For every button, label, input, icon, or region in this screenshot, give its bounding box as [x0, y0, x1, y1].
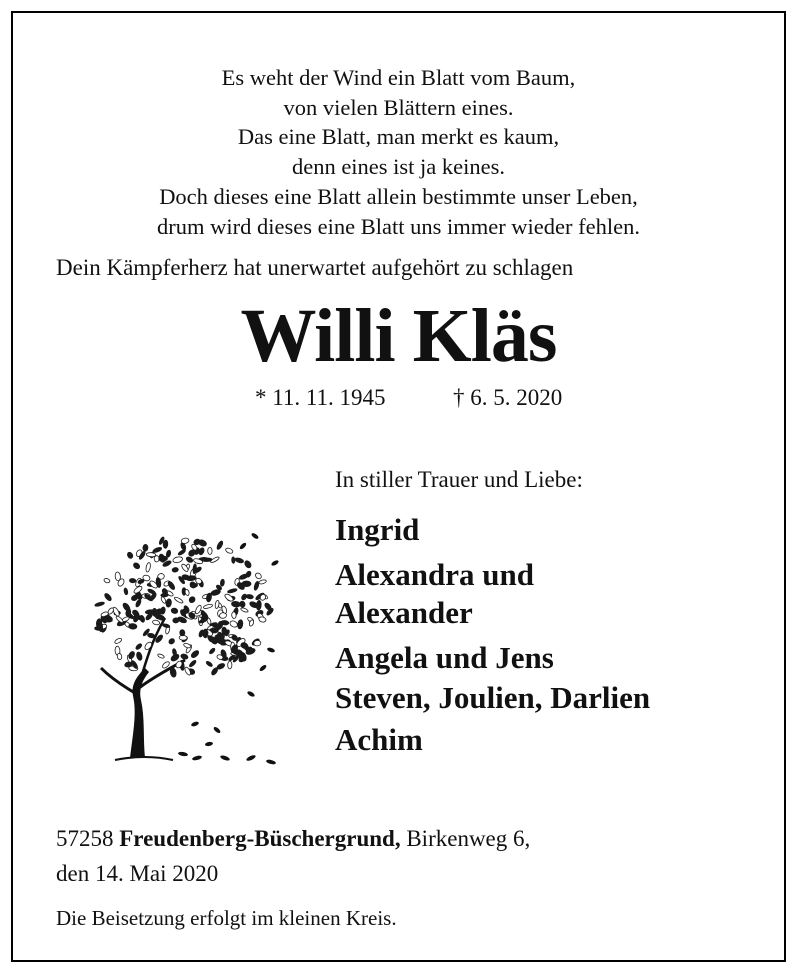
tree-leaf	[218, 621, 223, 628]
mourner: Achim	[335, 722, 423, 757]
mourner: Ingrid	[335, 512, 420, 547]
tree-leaf	[103, 578, 110, 584]
tree-leaf	[209, 647, 216, 654]
tree-leaf	[208, 547, 213, 554]
tree-leaf	[117, 653, 123, 660]
mourning-label: In stiller Trauer und Liebe:	[335, 467, 583, 492]
intro-text: Dein Kämpferherz hat unerwartet aufgehört zu schlagen	[56, 255, 574, 280]
birth-date: * 11. 11. 1945	[255, 385, 386, 410]
tree-leaf	[136, 651, 143, 660]
tree-leaf	[205, 660, 213, 667]
tree-leaf	[225, 547, 234, 554]
death-date: † 6. 5. 2020	[453, 385, 563, 410]
poem-line: denn eines ist ja keines.	[291, 154, 506, 180]
tree-leaf	[152, 619, 160, 625]
tree-leaf	[107, 607, 115, 615]
deceased-name: Willi Kläs	[240, 294, 557, 378]
tree-leaf	[171, 607, 179, 614]
tree-leaf	[157, 653, 165, 659]
tree-leaf	[128, 623, 137, 629]
tree-leaf	[124, 588, 129, 595]
tree-leaf	[227, 588, 237, 594]
tree-leaf	[243, 560, 252, 569]
tree-leaf	[239, 601, 246, 608]
tree-leaf	[231, 601, 240, 607]
tree-leaf	[183, 642, 191, 648]
tree-leaf	[180, 629, 186, 636]
mourner: Angela und Jens Steven, Joulien, Darlien	[335, 640, 651, 715]
tree-leaf	[190, 649, 200, 659]
street: Birkenweg 6,	[406, 826, 531, 851]
tree-leaf	[188, 659, 196, 667]
tree-leaf	[143, 544, 148, 551]
tree-leaf	[188, 596, 196, 604]
tree-leaf	[181, 538, 190, 545]
tree-leaf	[135, 643, 143, 651]
address-block	[56, 821, 530, 891]
tree-leaf	[169, 667, 177, 677]
tree-leaf	[152, 546, 162, 553]
tree-leaf	[115, 572, 121, 581]
obituary-notice	[11, 11, 786, 962]
tree-leaf	[147, 633, 155, 639]
tree-leaf	[114, 637, 122, 644]
tree-leaf	[246, 594, 254, 599]
tree-leaf	[210, 556, 220, 563]
tree-leaf	[174, 596, 184, 604]
mourner: Alexandra und Alexander	[335, 557, 534, 630]
city: Freudenberg-Büschergrund,	[119, 826, 401, 851]
tree-leaf	[163, 540, 168, 549]
tree-leaf	[240, 607, 248, 613]
tree-leaf	[172, 556, 183, 563]
tree-leaf	[231, 612, 236, 619]
tree-leaf	[210, 589, 221, 597]
poem-line: Es weht der Wind ein Blatt vom Baum,	[221, 65, 576, 90]
tree-leaf	[216, 540, 224, 550]
tree-leaf	[158, 553, 166, 563]
tree-leaf	[172, 567, 179, 572]
mourners-list	[335, 510, 650, 762]
tree-leaf	[184, 666, 192, 676]
tree-leaf	[256, 600, 262, 610]
burial-note: Die Beisetzung erfolgt im kleinen Kreis.	[56, 906, 397, 930]
poem-line: Doch dieses eine Blatt allein bestimmte unser Leben,	[159, 183, 638, 209]
tree-leaf	[139, 615, 145, 623]
tree-leaf	[210, 667, 218, 676]
tree-leaf	[229, 620, 239, 629]
tree-leaf	[228, 661, 232, 669]
tree-leaf	[180, 653, 188, 660]
tree-leaf	[220, 579, 225, 587]
tree-leaf	[232, 557, 236, 564]
poem	[13, 63, 784, 241]
tree-leaf	[186, 575, 196, 581]
windblown-tree-icon	[75, 518, 290, 768]
tree-leaf	[99, 623, 103, 632]
tree-leaf	[146, 552, 156, 557]
poem-line: drum wird dieses eine Blatt uns immer wieder fehlen.	[157, 213, 640, 239]
zip-code: 57258	[56, 826, 114, 851]
tree-leaf	[165, 599, 172, 608]
notice-date: den 14. Mai 2020	[56, 861, 219, 886]
tree-leaf	[234, 557, 244, 564]
tree-leaf	[132, 562, 140, 570]
tree-leaf	[203, 604, 213, 610]
tree-leaf	[168, 638, 176, 646]
tree-leaf	[145, 562, 151, 572]
tree-leaf	[162, 623, 170, 628]
tree-leaf	[215, 600, 220, 609]
tree-leaf	[254, 572, 262, 580]
tree-leaf	[242, 581, 251, 587]
address-line	[56, 821, 530, 856]
poem-line: von vielen Blättern eines.	[283, 94, 514, 120]
tree-leaf	[94, 601, 104, 607]
tree-leaf	[258, 616, 266, 623]
poem-line: Das eine Blatt, man merkt es kaum,	[237, 124, 560, 150]
tree-leaf	[237, 619, 243, 629]
tree-leaf	[129, 578, 136, 583]
tree-leaf	[126, 551, 133, 559]
tree-leaf	[253, 581, 259, 591]
tree-leaf	[254, 640, 261, 646]
tree-leaf	[104, 592, 113, 601]
tree-leaf	[185, 556, 193, 564]
tree-leaf	[258, 579, 266, 585]
